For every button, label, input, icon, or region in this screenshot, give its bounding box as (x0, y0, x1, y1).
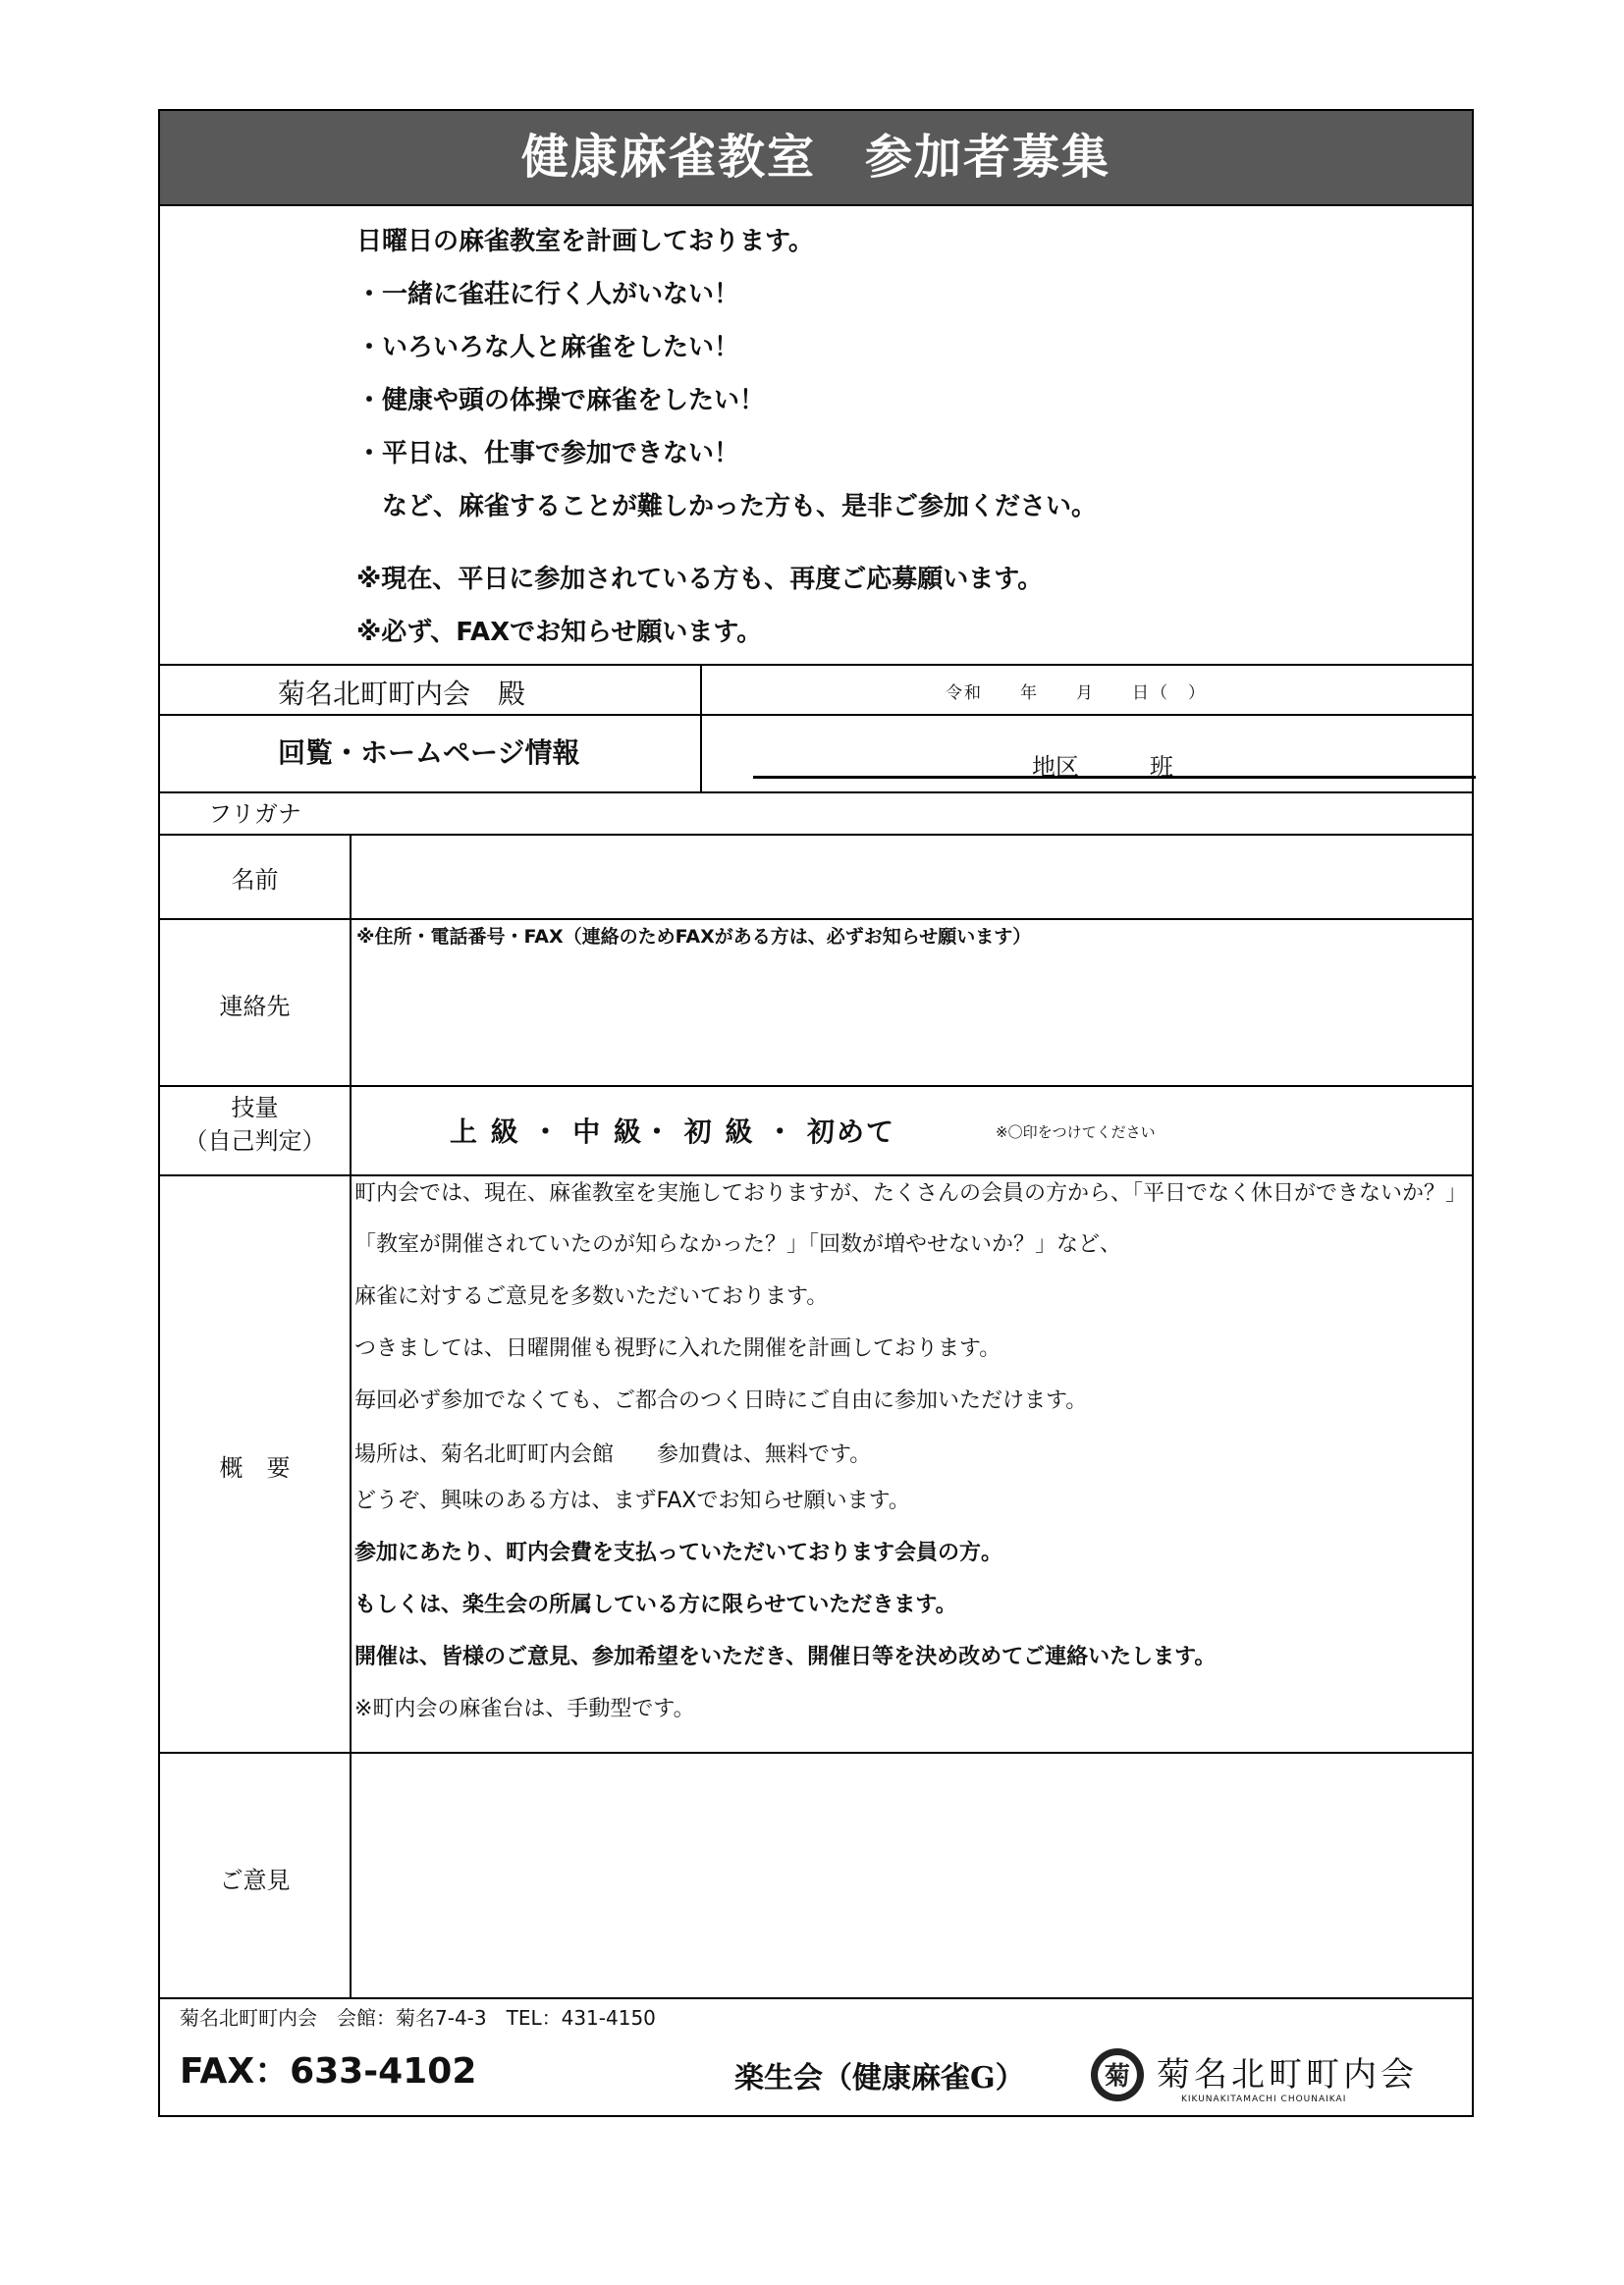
rule (160, 664, 1472, 666)
chrysanthemum-icon (1088, 2045, 1147, 2104)
skill-label-line: 技量 (231, 1094, 279, 1121)
name-label: 名前 (231, 866, 279, 894)
overview-bold-line: 参加にあたり、町内会費を支払っていただいております会員の方。 (354, 1541, 1003, 1565)
rule (160, 1085, 1472, 1087)
furigana-input[interactable] (352, 793, 1474, 833)
overview-line: どうぞ、興味のある方は、まずFAXでお知らせ願います。 (354, 1489, 910, 1513)
info-source: 回覧・ホームページ情報 (278, 736, 580, 769)
overview-line: 毎回必ず参加でなくても、ご都合のつく日時にご自由に参加いただけます。 (354, 1388, 1088, 1413)
opinion-input[interactable] (352, 1754, 1474, 1995)
logo-roman: KIKUNAKITAMACHI CHOUNAIKAI (1181, 2095, 1347, 2104)
contact-hint: ※住所・電話番号・FAX（連絡のためFAXがある方は、必ずお知らせ願います） (356, 926, 1032, 948)
rule (700, 664, 702, 791)
furigana-label: フリガナ (208, 800, 301, 828)
recruitment-sheet (158, 109, 1474, 2117)
overview-bold-line: もしくは、楽生会の所属している方に限らせていただきます。 (354, 1593, 957, 1617)
district-underline (753, 776, 1476, 779)
overview-line: 「教室が開催されていたのが知らなかった？」「回数が増やせないか？」など、 (354, 1232, 1122, 1257)
contact-input[interactable] (352, 952, 1474, 1083)
overview-label: 概 要 (219, 1454, 291, 1482)
rule (160, 1997, 1472, 1999)
skill-hint: ※〇印をつけてください (996, 1123, 1156, 1141)
contact-label: 連絡先 (219, 993, 291, 1020)
overview-line: 麻雀に対するご意見を多数いただいております。 (354, 1284, 829, 1309)
skill-label-line: （自己判定） (184, 1127, 326, 1155)
name-input[interactable] (352, 836, 1474, 917)
opinion-label: ご意見 (219, 1867, 291, 1894)
overview-bold-line: 開催は、皆様のご意見、参加希望をいただき、開催日等を決め改めてご連絡いたします。 (354, 1645, 1217, 1669)
intro-line: ・いろいろな人と麻雀をしたい！ (356, 333, 740, 362)
rule (160, 918, 1472, 920)
intro-note: ※必ず、FAXでお知らせ願います。 (356, 618, 763, 647)
intro-line: ・一緒に雀荘に行く人がいない！ (356, 280, 740, 309)
date-field[interactable]: 令和 年 月 日（ ） (946, 683, 1207, 703)
logo-text: 菊名北町町内会 (1157, 2055, 1418, 2095)
chounaikai-logo-mark (1088, 2045, 1147, 2104)
skill-label (160, 1091, 350, 1158)
rule (160, 1174, 1472, 1176)
footer-address: 菊名北町町内会 会館：菊名7-4-3 TEL：431-4150 (180, 2006, 656, 2030)
overview-line: 町内会では、現在、麻雀教室を実施しておりますが、たくさんの会員の方から、「平日でなく休日ができないか？」 (354, 1181, 1468, 1206)
skill-options[interactable]: 上 級 ・ 中 級・ 初 級 ・ 初めて (450, 1115, 895, 1148)
intro-line: など、麻雀することが難しかった方も、是非ご参加ください。 (356, 492, 1098, 521)
page-title: 健康麻雀教室 参加者募集 (160, 111, 1472, 204)
addressee: 菊名北町町内会 殿 (278, 678, 526, 710)
overview-line: ※町内会の麻雀台は、手動型です。 (354, 1697, 695, 1721)
intro-note: ※現在、平日に参加されている方も、再度ご応募願います。 (356, 565, 1044, 594)
intro-line: 日曜日の麻雀教室を計画しております。 (356, 227, 814, 256)
intro-line: ・平日は、仕事で参加できない！ (356, 439, 740, 468)
district-field[interactable]: 地区 班 (1032, 753, 1173, 781)
group-name: 楽生会（健康麻雀G） (734, 2061, 1025, 2095)
overview-line: 場所は、菊名北町町内会館 参加費は、無料です。 (354, 1442, 872, 1467)
logo-mark-text: 菊 (1104, 2062, 1131, 2092)
intro-line: ・健康や頭の体操で麻雀をしたい！ (356, 386, 766, 415)
overview-line: つきましては、日曜開催も視野に入れた開催を計画しております。 (354, 1336, 1001, 1361)
rule (160, 714, 1472, 716)
footer-fax: FAX：633-4102 (180, 2051, 477, 2092)
intro-section (160, 204, 1472, 666)
